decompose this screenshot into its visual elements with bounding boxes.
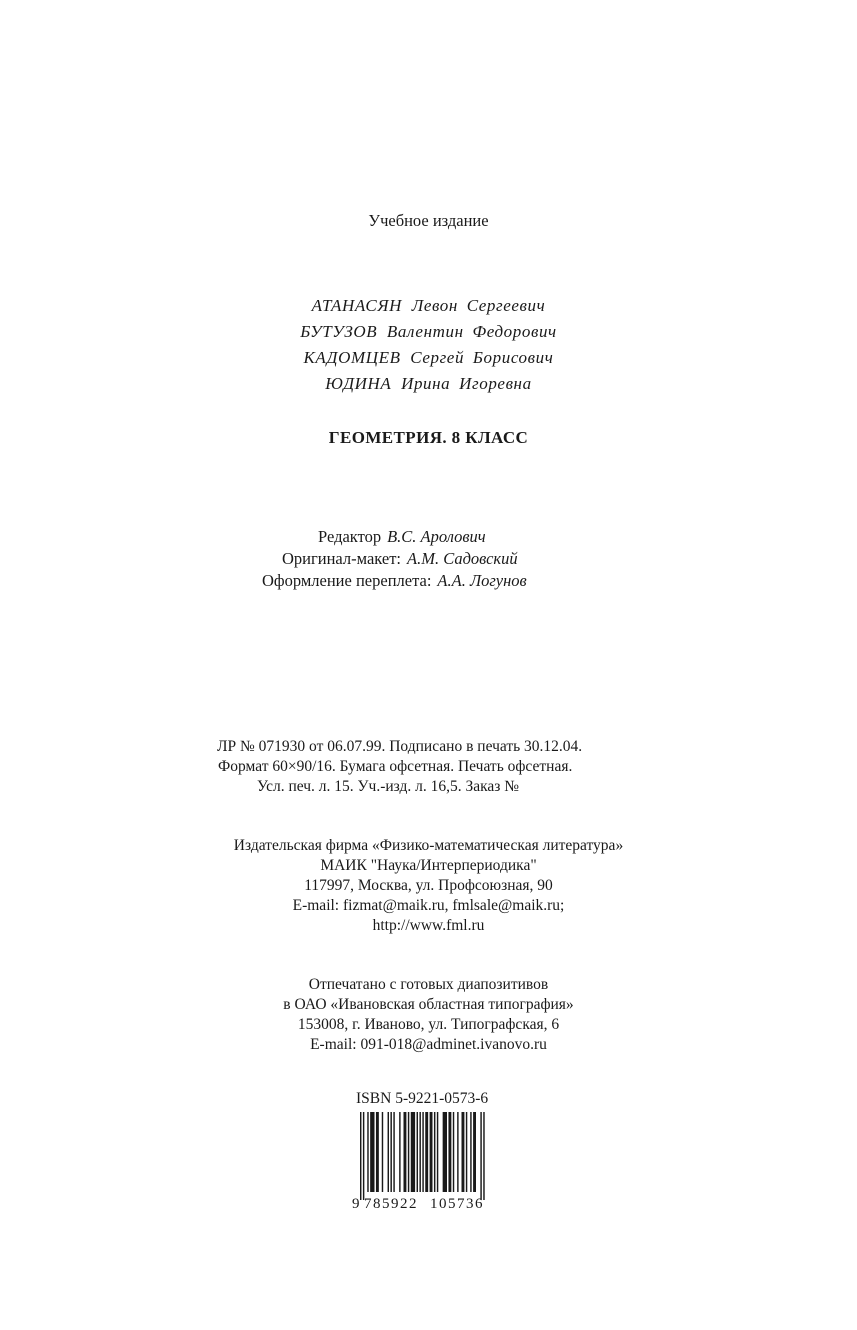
barcode-bar <box>376 1112 379 1192</box>
barcode-bar <box>453 1112 454 1192</box>
publisher-line: http://www.fml.ru <box>372 917 485 934</box>
barcode-bar <box>434 1112 435 1192</box>
author-given-name: Левон Сергеевич <box>411 296 546 315</box>
publisher-line: 117997, Москва, ул. Профсоюзная, 90 <box>304 877 553 894</box>
barcode-bar <box>480 1112 481 1200</box>
barcode-bar <box>360 1112 361 1200</box>
edition-type: Учебное издание <box>368 211 489 230</box>
credit-editor <box>318 526 486 548</box>
publisher-line: Издательская фирма «Физико-математическая литература» <box>233 837 624 854</box>
credit-cover-design <box>262 570 527 592</box>
credit-name: А.А. Логунов <box>437 571 527 590</box>
barcode-bar <box>466 1112 467 1192</box>
credit-role: Оформление переплета: <box>262 571 432 590</box>
print-info-line: ЛР № 071930 от 06.07.99. Подписано в печать 30.12.04. <box>217 738 583 755</box>
author-given-name: Сергей Борисович <box>410 348 554 367</box>
barcode-digits-right: 105736 <box>430 1196 484 1212</box>
barcode-bar <box>462 1112 465 1192</box>
barcode-bar <box>437 1112 438 1192</box>
printer-line: Отпечатано с готовых диапозитивов <box>308 976 549 993</box>
credit-role: Оригинал-макет: <box>282 549 401 568</box>
barcode-bar <box>393 1112 394 1192</box>
barcode-bar <box>388 1112 389 1192</box>
barcode-bar <box>382 1112 383 1192</box>
barcode-bar <box>419 1112 420 1192</box>
barcode-bar <box>390 1112 391 1192</box>
book-title: ГЕОМЕТРИЯ. 8 КЛАСС <box>328 428 529 447</box>
barcode-digit-first: 9 <box>352 1196 360 1212</box>
printer-line: в ОАО «Ивановская областная типография» <box>283 996 574 1013</box>
barcode-bar <box>404 1112 407 1192</box>
barcode-bar <box>363 1112 364 1200</box>
isbn-barcode-block <box>350 1090 510 1220</box>
author-given-name: Валентин Федорович <box>386 322 557 341</box>
barcode <box>350 1112 502 1212</box>
barcode-bar <box>422 1112 423 1192</box>
printer-line: E-mail: 091-018@adminet.ivanovo.ru <box>310 1036 547 1053</box>
barcode-bar <box>408 1112 409 1192</box>
barcode-bar <box>367 1112 368 1192</box>
author-surname: ЮДИНА <box>325 374 392 393</box>
author-given-name: Ирина Игоревна <box>401 374 532 393</box>
print-info-line: Усл. печ. л. 15. Уч.-изд. л. 16,5. Заказ № <box>257 778 520 795</box>
barcode-bar <box>399 1112 400 1192</box>
author-surname: КАДОМЦЕВ <box>303 348 401 367</box>
author-line <box>0 374 857 394</box>
barcode-bar <box>457 1112 458 1192</box>
barcode-digits-left: 785922 <box>364 1196 418 1212</box>
isbn-label: ISBN 5-9221-0573-6 <box>356 1090 489 1107</box>
author-surname: БУТУЗОВ <box>300 322 378 341</box>
publisher-line: МАИК "Наука/Интерпериодика" <box>320 857 537 874</box>
barcode-bar <box>448 1112 451 1192</box>
author-surname: АТАНАСЯН <box>311 296 402 315</box>
barcode-bars <box>360 1112 485 1200</box>
author-line <box>0 348 857 368</box>
author-line <box>0 296 857 316</box>
barcode-bar <box>370 1112 374 1192</box>
credit-name: А.М. Садовский <box>407 549 518 568</box>
barcode-bar <box>430 1112 433 1192</box>
printer-line: 153008, г. Иваново, ул. Типографская, 6 <box>297 1016 560 1033</box>
barcode-bar <box>443 1112 447 1192</box>
barcode-bar <box>425 1112 428 1192</box>
barcode-bar <box>417 1112 418 1192</box>
credit-role: Редактор <box>318 527 382 546</box>
barcode-bar <box>411 1112 415 1192</box>
publisher-line: E-mail: fizmat@maik.ru, fmlsale@maik.ru; <box>292 897 565 914</box>
credit-name: В.С. Аролович <box>387 527 486 546</box>
barcode-bar <box>470 1112 471 1192</box>
barcode-bar <box>483 1112 484 1200</box>
credit-layout <box>282 548 518 570</box>
author-line <box>0 322 857 342</box>
barcode-bar <box>473 1112 476 1192</box>
print-info-line: Формат 60×90/16. Бумага офсетная. Печать офсетная. <box>218 758 573 775</box>
